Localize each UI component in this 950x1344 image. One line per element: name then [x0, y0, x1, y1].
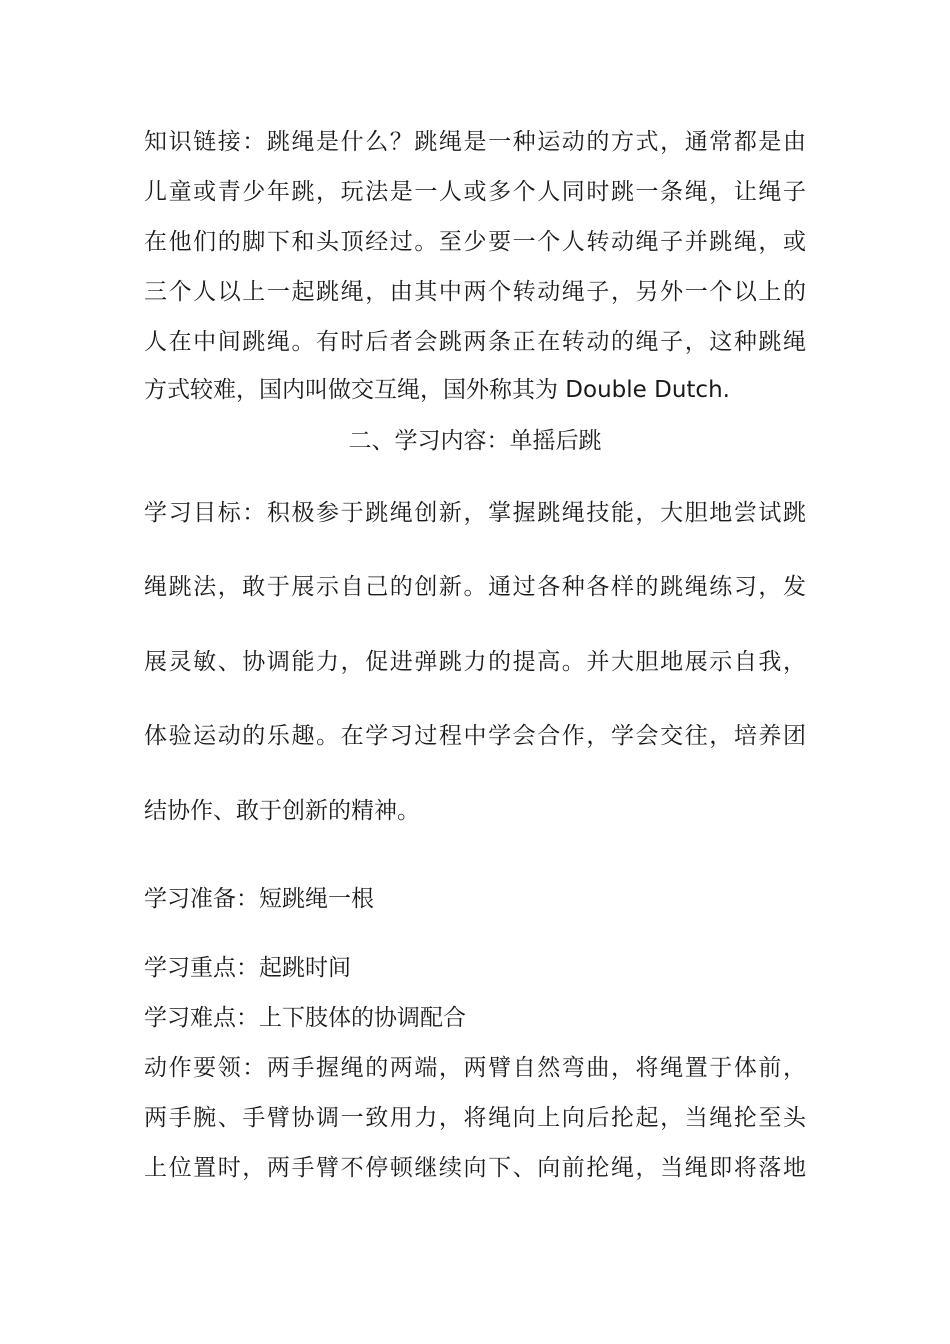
learning-goal-line-4: 体验运动的乐趣。在学习过程中学会合作，学会交往，培养团: [144, 723, 806, 749]
learning-goal-line-5: 结协作、敢于创新的精神。: [144, 798, 420, 824]
knowledge-link-line-6: 方式较难，国内叫做交互绳，国外称其为 Double Dutch.: [144, 377, 730, 403]
learning-goal-line-3: 展灵敏、协调能力，促进弹跳力的提高。并大胆地展示自我，: [144, 649, 806, 675]
learning-difficulty: 学习难点：上下肢体的协调配合: [144, 1005, 466, 1031]
knowledge-link-line-5: 人在中间跳绳。有时后者会跳两条正在转动的绳子，这种跳绳: [144, 329, 806, 355]
essentials-line-2: 两手腕、手臂协调一致用力，将绳向上向后抡起，当绳抡至头: [144, 1105, 806, 1131]
knowledge-link-line-4: 三个人以上一起跳绳，由其中两个转动绳子，另外一个以上的: [144, 279, 806, 305]
essentials-line-3: 上位置时，两手臂不停顿继续向下、向前抡绳，当绳即将落地: [144, 1155, 806, 1181]
knowledge-link-line-3: 在他们的脚下和头顶经过。至少要一个人转动绳子并跳绳，或: [144, 229, 806, 255]
essentials-line-1: 动作要领：两手握绳的两端，两臂自然弯曲，将绳置于体前，: [144, 1055, 806, 1081]
knowledge-link-line-1: 知识链接：跳绳是什么？跳绳是一种运动的方式，通常都是由: [144, 129, 806, 155]
knowledge-link-line-2: 儿童或青少年跳，玩法是一人或多个人同时跳一条绳，让绳子: [144, 179, 806, 205]
learning-preparation: 学习准备：短跳绳一根: [144, 886, 374, 912]
learning-goal-line-1: 学习目标：积极参于跳绳创新，掌握跳绳技能，大胆地尝试跳: [144, 500, 806, 526]
section-heading: 二、学习内容：单摇后跳: [348, 428, 602, 454]
learning-goal-line-2: 绳跳法，敢于展示自己的创新。通过各种各样的跳绳练习，发: [144, 574, 806, 600]
learning-key-point: 学习重点：起跳时间: [144, 955, 351, 981]
